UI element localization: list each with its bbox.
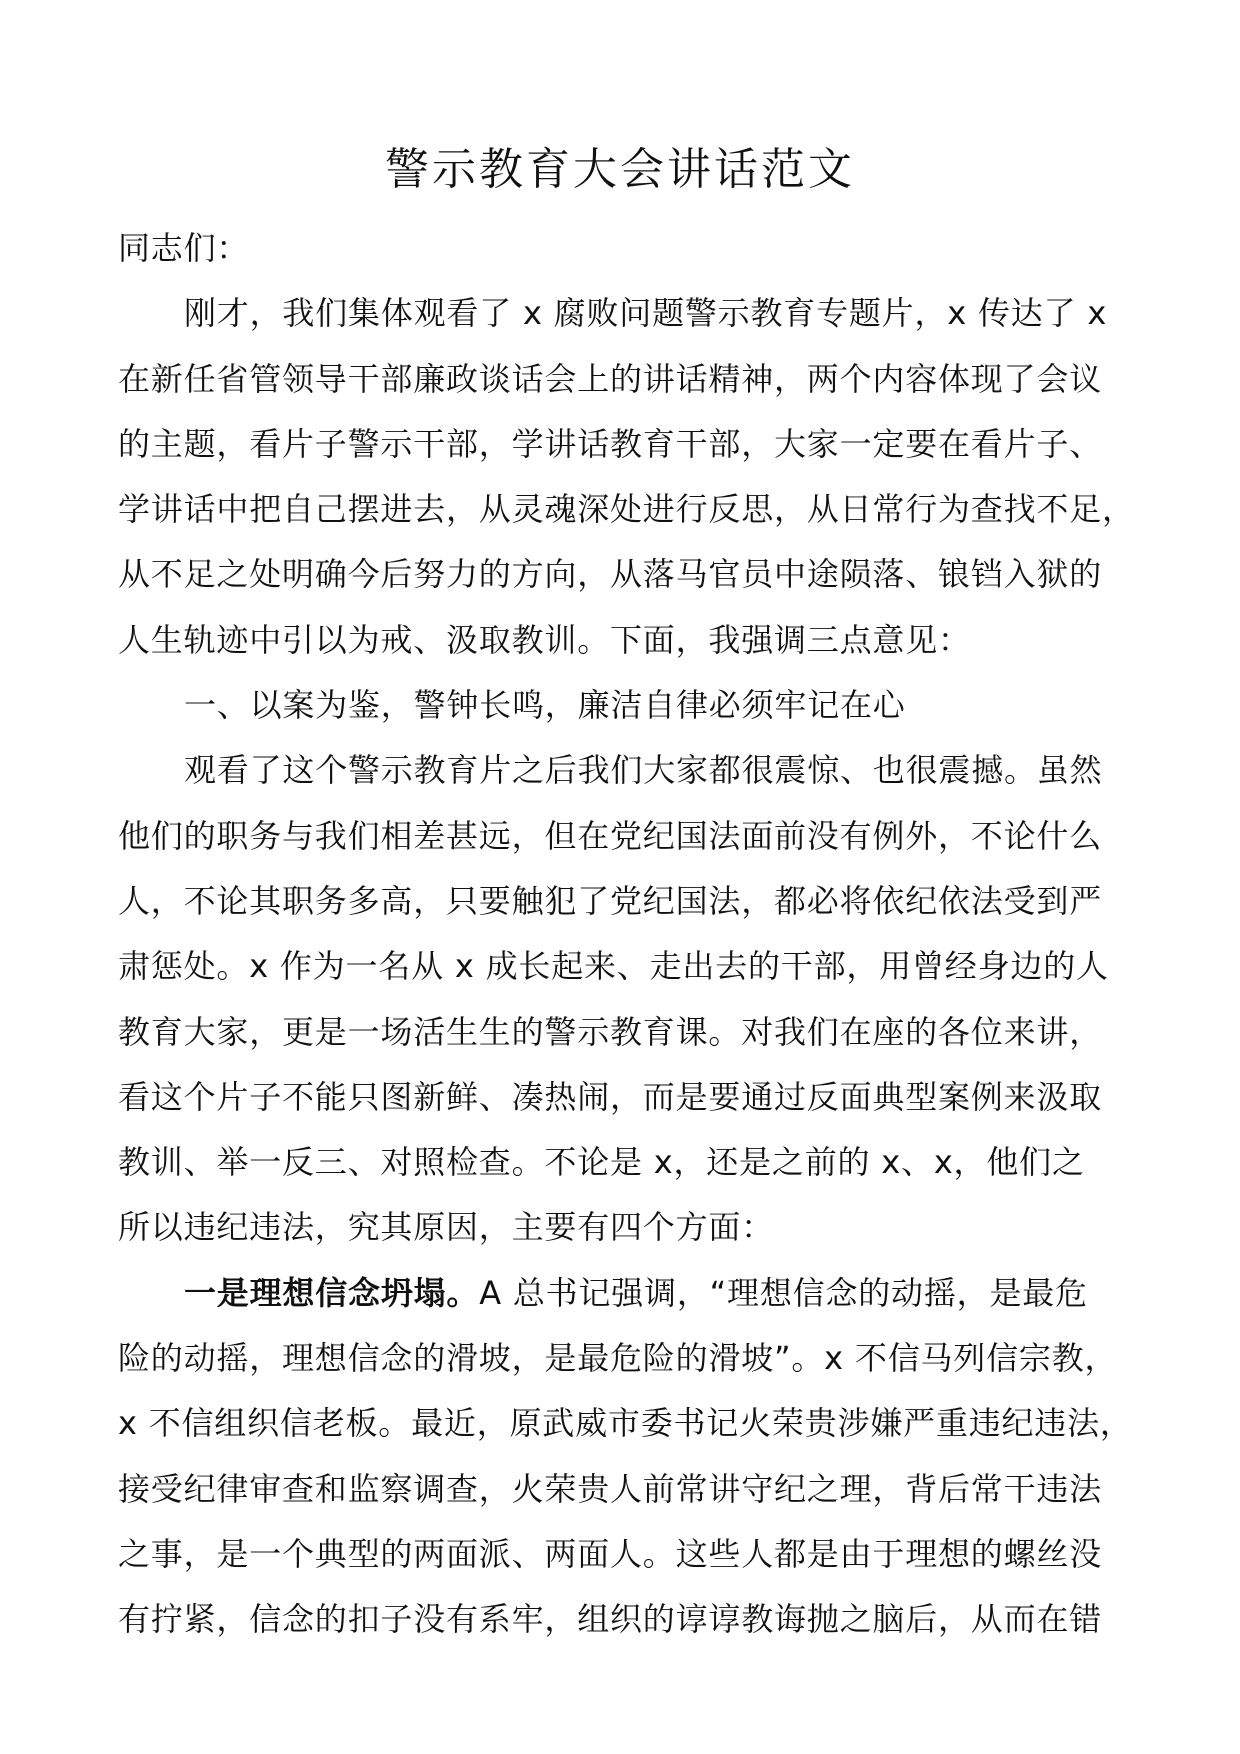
text-line: 人生轨迹中引以为戒、汲取教训。下面，我强调三点意见：	[118, 620, 971, 659]
text-line: 接受纪律审查和监察调查，火荣贵人前常讲守纪之理，背后常干违法	[118, 1469, 1103, 1508]
text-line: x 不信组织信老板。最近，原武威市委书记火荣贵涉嫌严重违纪违法，	[118, 1404, 1133, 1443]
text-line: 有拧紧，信念的扣子没有系牢，组织的谆谆教诲抛之脑后，从而在错	[118, 1600, 1103, 1639]
text-line-rest: A 总书记强调，“理想信念的动摇，是最危	[479, 1273, 1088, 1312]
text-line: 险的动摇，理想信念的滑坡，是最危险的滑坡”。x 不信马列信宗教，	[118, 1339, 1118, 1378]
document-title: 警示教育大会讲话范文	[385, 144, 855, 195]
text-line: 人，不论其职务多高，只要触犯了党纪国法，都必将依纪依法受到严	[118, 881, 1103, 920]
text-line: 教训、举一反三、对照检查。不论是 x，还是之前的 x、x，他们之	[118, 1143, 1085, 1182]
text-line: 观看了这个警示教育片之后我们大家都很震惊、也很震撼。虽然	[184, 751, 1103, 790]
text-line: 刚才，我们集体观看了 x 腐败问题警示教育专题片，x 传达了 x	[184, 294, 1108, 333]
document-body	[118, 216, 1148, 1653]
text-line: 同志们：	[118, 229, 250, 267]
text-line: 肃惩处。x 作为一名从 x 成长起来、走出去的干部，用曾经身边的人	[118, 947, 1109, 986]
text-line: 之事，是一个典型的两面派、两面人。这些人都是由于理想的螺丝没	[118, 1534, 1103, 1573]
text-line: 看这个片子不能只图新鲜、凑热闹，而是要通过反面典型案例来汲取	[118, 1077, 1103, 1116]
text-line: 他们的职务与我们相差甚远，但在党纪国法面前没有例外，不论什么	[118, 816, 1103, 855]
text-line: 所以违纪违法，究其原因，主要有四个方面：	[118, 1208, 775, 1247]
text-line: 从不足之处明确今后努力的方向，从落马官员中途陨落、锒铛入狱的	[118, 555, 1103, 594]
text-line-with-bold-lead	[118, 1261, 1148, 1326]
text-line: 在新任省管领导干部廉政谈话会上的讲话精神，两个内容体现了会议	[118, 359, 1103, 398]
text-line: 教育大家，更是一场活生生的警示教育课。对我们在座的各位来讲，	[118, 1012, 1103, 1051]
section-heading: 一、以案为鉴，警钟长鸣，廉洁自律必须牢记在心	[184, 686, 906, 725]
text-line: 学讲话中把自己摆进去，从灵魂深处进行反思，从日常行为查找不足，	[118, 490, 1135, 529]
bold-lead-phrase: 一是理想信念坍塌。	[184, 1273, 480, 1312]
text-line: 的主题，看片子警示干部，学讲话教育干部，大家一定要在看片子、	[118, 424, 1103, 463]
